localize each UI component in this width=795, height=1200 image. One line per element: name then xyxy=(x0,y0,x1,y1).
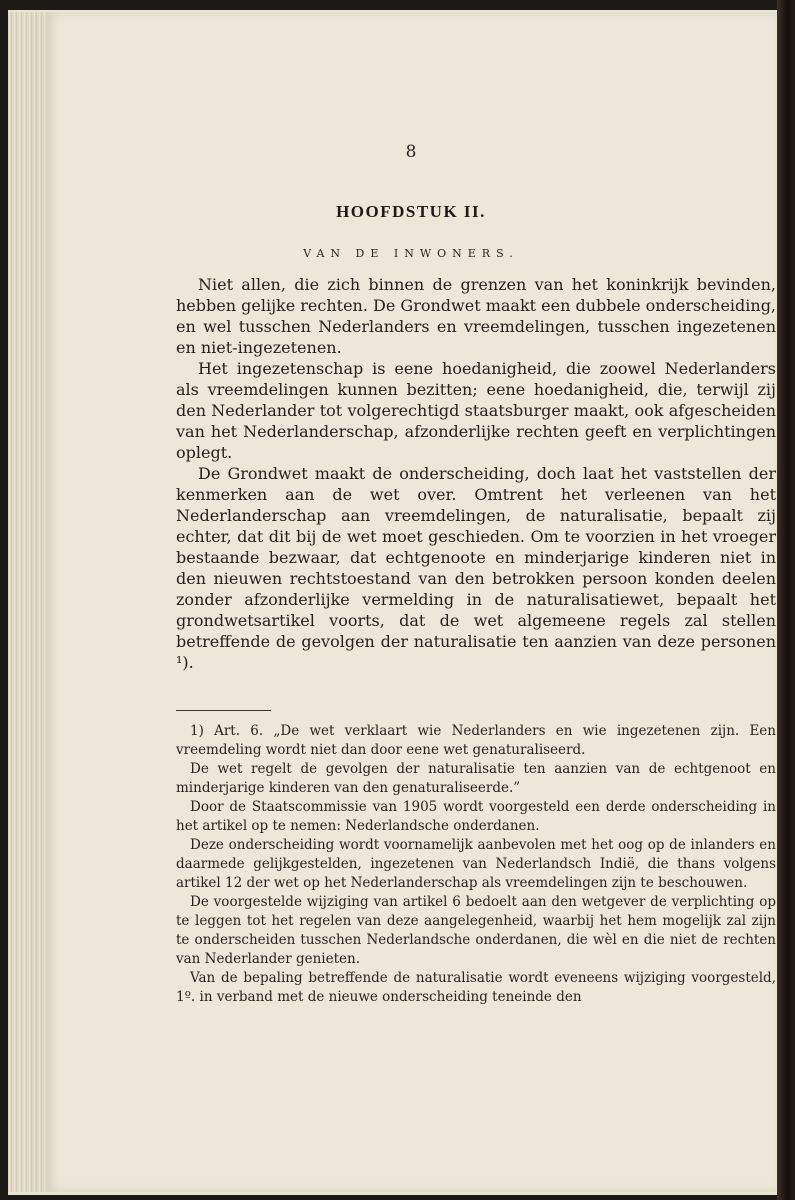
chapter-subtitle: VAN DE INWONERS. xyxy=(303,247,519,260)
page-edges xyxy=(8,12,50,1192)
chapter-title: HOOFDSTUK II. xyxy=(336,202,486,221)
footnotes xyxy=(176,722,776,1007)
page-number: 8 xyxy=(405,142,417,162)
footnote-paragraph: De wet regelt de gevolgen der naturalisatie ten aanzien van de echtgenoot en minderjarige kinderen van den genaturaliseerde.” xyxy=(176,761,776,796)
footnote-paragraph: 1) Art. 6. „De wet verklaart wie Nederlanders en wie ingezetenen zijn. Een vreemdeling wordt niet dan door eene wet genaturaliseerd. xyxy=(176,723,776,758)
body-paragraph: Niet allen, die zich binnen de grenzen van het koninkrijk bevinden, hebben gelijke rechten. De Grondwet maakt een dubbele onderscheiding, en wel tusschen Nederlanders en vreemdelingen, tusschen ingezetenen en niet-ingezetenen. xyxy=(176,275,777,357)
footnote-paragraph: Van de bepaling betreffende de naturalisatie wordt eveneens wijziging voorgesteld, 1º. in verband met de nieuwe onderscheiding teneinde den xyxy=(176,970,776,1005)
book-page xyxy=(46,12,776,1192)
footnote-paragraph: Door de Staatscommissie van 1905 wordt voorgesteld een derde onderscheiding in het artikel op te nemen: Nederlandsche onderdanen. xyxy=(176,799,776,834)
body-paragraph: De Grondwet maakt de onderscheiding, doch laat het vaststellen der kenmerken aan de wet over. Omtrent het verleenen van het Nederlanderschap aan vreemdelingen, de naturalisatie, bepaalt zij echter, dat dit bij de wet moet geschieden. Om te voorzien in het vroeger bestaande bezwaar, dat echtgenoote en minderjarige kinderen niet in den nieuwen rechtstoestand van den betrokken persoon konden deelen zonder afzonderlijke vermelding in de naturalisatiewet, bepaalt het grondwetsartikel voorts, dat de wet algemeene regels zal stellen betreffende de gevolgen der naturalisatie ten aanzien van deze personen ¹). xyxy=(176,464,776,672)
footnote-paragraph: De voorgestelde wijziging van artikel 6 bedoelt aan den wetgever de verplichting op te leggen tot het regelen van deze aangelegenheid, waarbij het hem mogelijk zal zijn te onderscheiden tusschen Nederlandsche onderdanen, die wèl en die niet de rechten van Nederlander genieten. xyxy=(176,894,776,967)
book-binding xyxy=(777,0,795,1200)
footnote-paragraph: Deze onderscheiding wordt voornamelijk aanbevolen met het oog op de inlanders en daarmede gelijkgestelden, ingezetenen van Nederlandsch Indië, die thans volgens artikel 12 der wet op het Nederlanderschap als vreemdelingen zijn te beschouwen. xyxy=(176,837,776,891)
footnote-divider xyxy=(176,710,271,711)
body-text xyxy=(176,274,776,673)
body-paragraph: Het ingezetenschap is eene hoedanigheid, die zoowel Nederlanders als vreemdelingen kunnen bezitten; eene hoedanigheid, die, terwijl zij den Nederlander tot volgerechtigd staatsburger maakt, ook afgescheiden van het Nederlanderschap, afzonderlijke rechten geeft en verplichtingen oplegt. xyxy=(176,359,776,462)
